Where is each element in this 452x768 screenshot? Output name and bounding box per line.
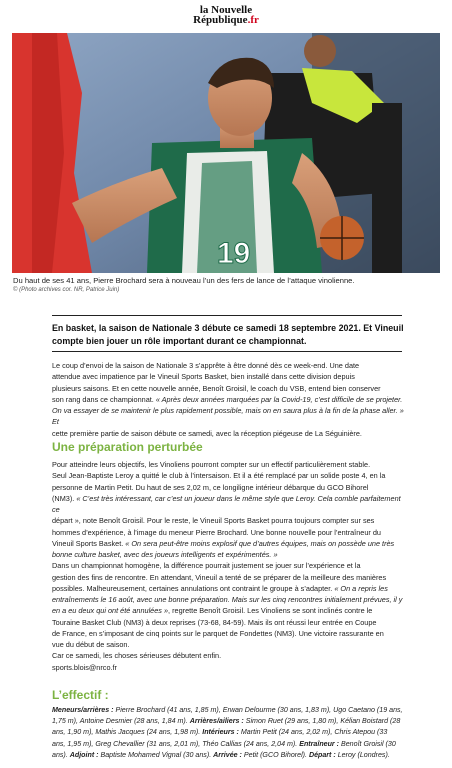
team-roster — [52, 705, 407, 761]
lead-top-rule — [52, 315, 402, 316]
section-line: personne de Martin Petit. Du haut de ses 2,02 m, ce longiligne intérieur débarque du GCO Bihorel — [52, 482, 369, 492]
photo-caption: Du haut de ses 41 ans, Pierre Brochard sera à nouveau l’un des fers de lance de l’attaque vinolienne. — [13, 276, 355, 285]
roster-text: Leroy (Londres). — [335, 750, 390, 759]
article-section-body — [52, 459, 407, 673]
roster-role: Entraîneur : — [299, 739, 340, 748]
section-line: Car ce samedi, les choses sérieuses débutent enfin. — [52, 651, 222, 661]
logo-line2-text: République — [193, 14, 248, 26]
section-line: entraînements le 16 août, avec une bonne préparation. Mais sur les cinq rencontres initialement prévues, il y — [52, 595, 403, 604]
section-line: départ », note Benoît Groisil. Pour le reste, le Vineuil Sports Basket pourra toujours compter sur ses — [52, 516, 375, 526]
section-line: hommes d’expérience, à l’image du meneur Pierre Brochard. Une bonne nouvelle pour l’entraîneur du — [52, 527, 381, 537]
section-line: bonne culture basket, avec des joueurs intelligents et expérimentés. » — [52, 550, 278, 559]
roster-text: ans, 1,90 m), Mathis Jacques (24 ans, 1,98 m). — [52, 728, 203, 737]
roster-line — [52, 739, 407, 750]
roster-line — [52, 750, 407, 761]
basketball-player-photo — [12, 33, 440, 273]
lead-bottom-rule — [52, 351, 402, 352]
section-line: Vineuil Sports Basket. « On sera peut-être moins explosif que d’autres équipes, mais on possède une très — [52, 538, 395, 548]
roster-role: Départ : — [308, 750, 336, 759]
section-line: possibles. Malheureusement, certaines annulations ont contraint le groupe à s’adapter. « On a repris les — [52, 583, 388, 593]
roster-text: Petit (GCO Bihorel). — [241, 750, 309, 759]
roster-text: 1,75 m), Antoine Desmier (28 ans, 1,84 m). — [52, 717, 190, 726]
roster-role: Arrières/ailiers : — [189, 717, 244, 726]
photo-credit: © (Photo archives cor. NR, Patrice Juin) — [13, 287, 120, 293]
logo-line2 — [193, 15, 259, 25]
roster-role: Intérieurs : — [202, 728, 239, 737]
masthead — [0, 0, 452, 30]
site-logo[interactable] — [193, 5, 259, 25]
roster-text: ans). — [52, 750, 70, 759]
logo-suffix: .fr — [247, 14, 259, 26]
article-photo — [12, 33, 440, 273]
section-title: Une préparation perturbée — [52, 440, 203, 454]
section-line: de France, en s’imposant de cinq points sur le parquet de Fondettes (NM3). Une victoire rassurante en — [52, 628, 384, 638]
section-line: Pour atteindre leurs objectifs, les Vinoliens pourront compter sur un effectif particulièrement stable. — [52, 460, 371, 469]
roster-text: Benoît Groisil (30 — [339, 739, 396, 748]
logo-line1: la Nouvelle — [199, 4, 253, 16]
article-intro — [52, 360, 407, 439]
roster-text: Pierre Brochard (41 ans, 1,85 m), Erwan Delourme (30 ans, 1,83 m), Ugo Caetano (19 ans, — [113, 706, 403, 714]
intro-line: On va essayer de se maintenir le plus rapidement possible, mais on en saura plus à la fin de la phase aller. » Et — [52, 406, 404, 427]
section-line: vue du début de saison. — [52, 640, 130, 649]
section-line: Seul Jean-Baptiste Leroy a quitté le club à l’intersaison. Et il a été remplacé par un solide poste 4, en la — [52, 471, 386, 481]
roster-text: Simon Ruet (29 ans, 1,80 m), Kélian Boistard (28 — [243, 717, 401, 726]
effectif-title: L’effectif : — [52, 688, 109, 702]
section-line: en a eu deux qui ont été annulées », regrette Benoît Groisil. Les Vinoliens se sont inclinés contre le — [52, 606, 373, 616]
section-line: Touraine Basket Club (NM3) à deux reprises (73-68, 84-59). Mais ils ont réussi leur entrée en Coupe — [52, 617, 377, 627]
article-lead: En basket, la saison de Nationale 3 débute ce samedi 18 septembre 2021. Et Vineuil compte bien jouer un rôle important durant ce championnat. — [52, 323, 404, 346]
roster-role: Adjoint : — [69, 750, 99, 759]
roster-line — [52, 705, 407, 716]
author-email[interactable]: sports.blois@nrco.fr — [52, 662, 117, 672]
roster-role: Meneurs/arrières : — [52, 706, 114, 714]
section-line: Dans un championnat homogène, la différence pourrait justement se jouer sur l’expérience et la — [52, 561, 361, 571]
jersey-number: 19 — [217, 237, 251, 270]
roster-text: Martin Petit (24 ans, 2,02 m), Chris Atepou (33 — [238, 728, 388, 737]
intro-line: cette première partie de saison débute ce samedi, avec la réception piégeuse de La Séguinière. — [52, 428, 362, 438]
intro-line: son rang dans ce championnat. « Après deux années marquées par la Covid-19, c’est difficile de se projeter. — [52, 394, 403, 404]
roster-text: Baptiste Mohamed Vignal (30 ans). — [98, 750, 214, 759]
section-line: gestion des fins de rencontre. En attendant, Vineuil a tenté de se préparer de la meilleure des manières — [52, 572, 387, 582]
intro-line: Le coup d’envoi de la saison de Nationale 3 s’apprête à être donné dès ce week-end. Une date — [52, 361, 360, 370]
roster-role: Arrivée : — [213, 750, 242, 759]
roster-text: ans, 1,95 m), Greg Chevallier (31 ans, 2,01 m), Théo Callias (24 ans, 2,04 m). — [52, 739, 300, 748]
roster-line — [52, 727, 407, 738]
section-line: (NM3). « C’est très intéressant, car c’est un joueur dans le même style que Leroy. Cela comble parfaitement ce — [52, 493, 401, 514]
intro-line: attendue avec impatience par le Vineuil Sports Basket, bien installé dans cette division depuis — [52, 372, 355, 382]
intro-line: plusieurs saisons. Et en cette nouvelle année, Benoît Groisil, le coach du VSB, entend bien conserver — [52, 383, 381, 393]
roster-line — [52, 716, 407, 727]
